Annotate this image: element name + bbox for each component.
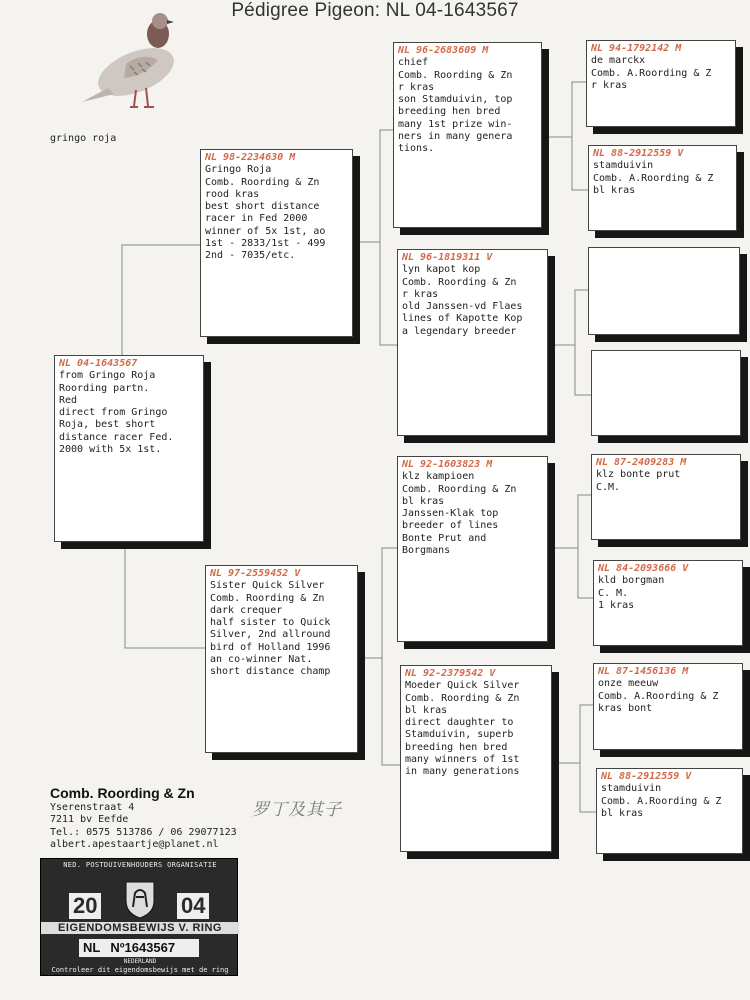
bird-name-label: gringo roja bbox=[50, 133, 117, 144]
card-line: r kras bbox=[591, 79, 628, 91]
card-line: many 1st prize win- bbox=[398, 118, 513, 130]
card-grandsire-paternal bbox=[393, 42, 542, 228]
card-line: many winners of 1st bbox=[405, 754, 520, 766]
card-line: direct daughter to bbox=[405, 717, 514, 729]
stamp-band: EIGENDOMSBEWIJS V. RING bbox=[41, 922, 239, 934]
card-granddam-maternal bbox=[400, 665, 552, 852]
card-line: C. M. bbox=[598, 587, 629, 599]
card-line: stamduivin bbox=[601, 783, 662, 795]
ring-number: NL 97-2559452 V bbox=[210, 568, 301, 579]
card-line: onze meeuw bbox=[598, 678, 659, 690]
card-line: de marckx bbox=[591, 55, 646, 67]
card-ggd-4 bbox=[596, 768, 743, 854]
card-grandsire-maternal bbox=[397, 456, 548, 642]
card-line: short distance champ bbox=[210, 666, 331, 678]
card-line: kras bont bbox=[598, 702, 653, 714]
card-line: son Stamduivin, top bbox=[398, 94, 513, 106]
card-line: winner of 5x 1st, ao bbox=[205, 225, 326, 237]
card-line: Red bbox=[59, 394, 78, 406]
card-line: Moeder Quick Silver bbox=[405, 680, 520, 692]
card-line: rood kras bbox=[205, 188, 260, 200]
ring-number: NL 84-2093666 V bbox=[598, 563, 689, 574]
stamp-year-right: 04 bbox=[177, 893, 209, 919]
card-ggd-1 bbox=[588, 145, 737, 231]
card-line: r kras bbox=[402, 288, 439, 300]
ring-number: NL 94-1792142 M bbox=[591, 43, 682, 54]
card-line: Bonte Prut and bbox=[402, 532, 487, 544]
card-line: Comb. Roording & Zn bbox=[402, 276, 517, 288]
card-line: Comb. A.Roording & Z bbox=[601, 795, 722, 807]
card-granddam-paternal bbox=[397, 249, 548, 436]
card-line: Comb. A.Roording & Z bbox=[593, 172, 714, 184]
card-line: breeder of lines bbox=[402, 520, 499, 532]
card-line: Comb. A.Roording & Z bbox=[598, 690, 719, 702]
card-line: stamduivin bbox=[593, 160, 654, 172]
ring-number: NL 96-2683609 M bbox=[398, 45, 489, 56]
card-line: Comb. Roording & Zn bbox=[402, 483, 517, 495]
breeder-city: 7211 bv Eefde bbox=[50, 814, 129, 825]
card-line: old Janssen-vd Flaes bbox=[402, 301, 523, 313]
card-line: Comb. A.Roording & Z bbox=[591, 67, 712, 79]
card-line: bl kras bbox=[593, 184, 636, 196]
breeder-name: Comb. Roording & Zn bbox=[50, 785, 195, 801]
ring-number: NL 04-1643567 bbox=[59, 358, 138, 369]
handwritten-note: 罗丁及其子 bbox=[252, 800, 342, 820]
ring-certificate-stamp bbox=[40, 858, 238, 976]
card-line: lines of Kapotte Kop bbox=[402, 313, 523, 325]
ring-number: NL 92-1603823 M bbox=[402, 459, 493, 470]
card-ggd-2-empty bbox=[591, 350, 741, 436]
card-line: Roja, best short bbox=[59, 419, 156, 431]
card-line: Roording partn. bbox=[59, 382, 150, 394]
card-line: Sister Quick Silver bbox=[210, 580, 325, 592]
breeder-email: albert.apestaartje@planet.nl bbox=[50, 839, 219, 850]
stamp-ring-row bbox=[79, 939, 199, 957]
ring-number: NL 96-1819311 V bbox=[402, 252, 493, 263]
card-line: 1 kras bbox=[598, 599, 635, 611]
page-title: Pédigree Pigeon: NL 04-1643567 bbox=[231, 0, 519, 21]
card-line: dark crequer bbox=[210, 604, 283, 616]
card-line: C.M. bbox=[596, 481, 621, 493]
card-line: from Gringo Roja bbox=[59, 370, 156, 382]
card-line: bl kras bbox=[402, 495, 445, 507]
card-line: ners in many genera bbox=[398, 131, 513, 143]
card-line: racer in Fed 2000 bbox=[205, 213, 308, 225]
card-line: breeding hen bred bbox=[405, 741, 508, 753]
card-ggd-3 bbox=[593, 560, 743, 646]
stamp-country: NEDERLAND bbox=[123, 958, 157, 965]
card-line: in many generations bbox=[405, 766, 520, 778]
card-line: 2000 with 5x 1st. bbox=[59, 444, 162, 456]
ring-number: NL 98-2234630 M bbox=[205, 152, 296, 163]
breeder-address bbox=[50, 787, 237, 852]
card-line: 1st - 2833/1st - 499 bbox=[205, 238, 326, 250]
card-line: Gringo Roja bbox=[205, 164, 272, 176]
stamp-footer: Controleer dit eigendomsbewijs met de ring bbox=[51, 966, 229, 974]
card-line: Silver, 2nd allround bbox=[210, 629, 331, 641]
breeder-tel: Tel.: 0575 513786 / 06 29077123 bbox=[50, 826, 237, 838]
card-line: lyn kapot kop bbox=[402, 264, 481, 276]
card-line: Comb. Roording & Zn bbox=[205, 176, 320, 188]
card-line: half sister to Quick bbox=[210, 617, 331, 629]
card-ggs-2-empty bbox=[588, 247, 740, 335]
card-line: best short distance bbox=[205, 201, 320, 213]
ring-number: NL 88-2912559 V bbox=[601, 771, 692, 782]
card-line: direct from Gringo bbox=[59, 407, 168, 419]
card-line: klz bonte prut bbox=[596, 469, 681, 481]
ring-number: NL 87-1456136 M bbox=[598, 666, 689, 677]
stamp-ring-prefix: NL bbox=[83, 940, 101, 955]
card-father bbox=[200, 149, 353, 337]
ring-number: NL 87-2409283 M bbox=[596, 457, 687, 468]
stamp-ring-number: Nº1643567 bbox=[110, 940, 176, 955]
stamp-org: NED. POSTDUIVENHOUDERS ORGANISATIE bbox=[63, 861, 217, 869]
card-line: Comb. Roording & Zn bbox=[405, 692, 520, 704]
card-line: r kras bbox=[398, 81, 435, 93]
card-line: an co-winner Nat. bbox=[210, 654, 313, 666]
card-line: bl kras bbox=[601, 807, 644, 819]
card-subject bbox=[54, 355, 204, 542]
stamp-year-left: 20 bbox=[69, 893, 101, 919]
card-line: kld borgman bbox=[598, 575, 665, 587]
breeder-street: Yserenstraat 4 bbox=[50, 801, 135, 813]
card-line: Janssen-Klak top bbox=[402, 508, 499, 520]
card-line: distance racer Fed. bbox=[59, 431, 174, 443]
card-line: bird of Holland 1996 bbox=[210, 641, 331, 653]
card-line: tions. bbox=[398, 143, 435, 155]
card-line: Stamduivin, superb bbox=[405, 729, 514, 741]
card-line: breeding hen bred bbox=[398, 106, 501, 118]
card-line: bl kras bbox=[405, 704, 448, 716]
card-ggs-1 bbox=[586, 40, 736, 127]
card-line: a legendary breeder bbox=[402, 325, 517, 337]
lion-crest-icon bbox=[123, 879, 157, 919]
card-line: Comb. Roording & Zn bbox=[210, 592, 325, 604]
card-ggs-4 bbox=[593, 663, 743, 750]
card-line: 2nd - 7035/etc. bbox=[205, 250, 296, 262]
card-ggs-3 bbox=[591, 454, 741, 540]
card-line: Borgmans bbox=[402, 545, 451, 557]
card-line: Comb. Roording & Zn bbox=[398, 69, 513, 81]
card-line: chief bbox=[398, 57, 429, 69]
ring-number: NL 92-2379542 V bbox=[405, 668, 496, 679]
card-line: klz kampioen bbox=[402, 471, 475, 483]
ring-number: NL 88-2912559 V bbox=[593, 148, 684, 159]
card-mother bbox=[205, 565, 358, 753]
